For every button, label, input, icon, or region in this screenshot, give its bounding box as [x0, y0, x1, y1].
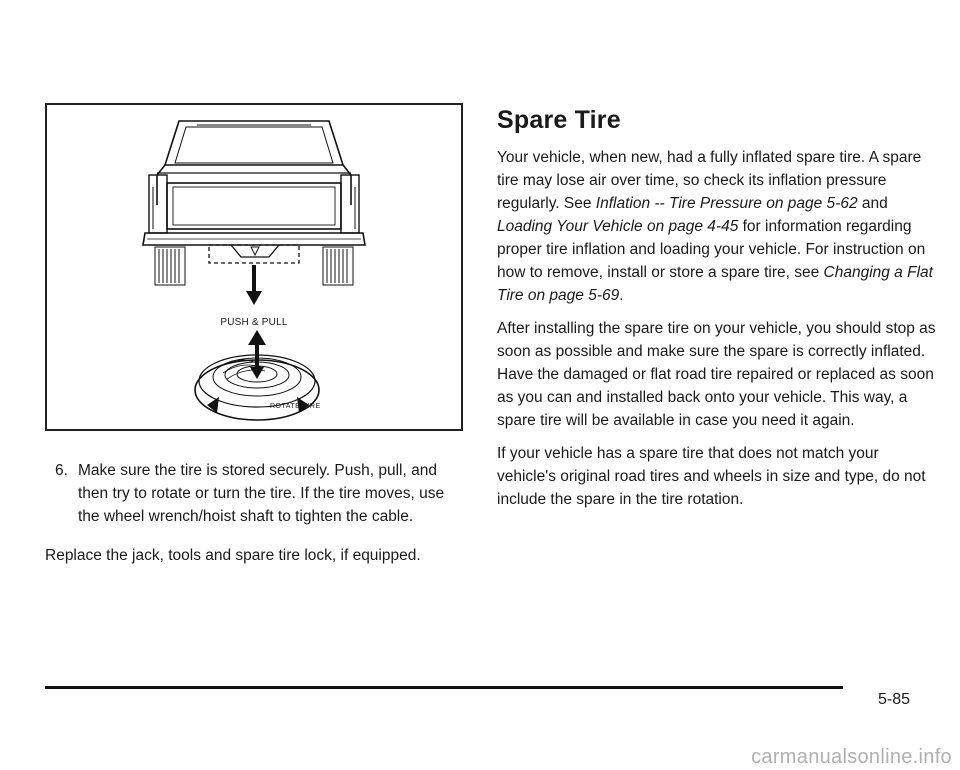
step-6: [45, 459, 465, 528]
replace-instruction: Replace the jack, tools and spare tire lock, if equipped.: [45, 547, 421, 564]
spare-tire-illustration: [45, 103, 463, 431]
p1-text-a: Your vehicle, when new, had a fully inflated spare tire. A spare tire may lose air over time, so check its inflation pressure regularly. See: [497, 149, 922, 212]
rotate-tire-label: ROTATE TIRE: [270, 403, 321, 410]
footer-rule: [45, 686, 843, 689]
truck-rear-drawing: [47, 105, 461, 429]
paragraph-1: [497, 146, 937, 307]
left-column: [45, 459, 465, 567]
section-title: Spare Tire: [497, 106, 621, 134]
p1-text-b: and: [857, 195, 888, 212]
flat-tire-reference: Changing a Flat Tire on page 5-69: [497, 264, 933, 304]
page-number: 5-85: [878, 691, 911, 708]
watermark: carmanualsonline.info: [751, 746, 952, 768]
paragraph-2: After installing the spare tire on your vehicle, you should stop as soon as possible and make sure the spare is correctly inflated. Have the damaged or flat road tire repaired or replaced as soon as you can and installed back onto your vehicle. This way, a spare tire will be available in case you need it again.: [497, 320, 936, 429]
right-column: [497, 106, 937, 521]
p1-text-c: for information regarding proper tire inflation and loading your vehicle. For instruction on how to remove, install or store a spare tire, see: [497, 218, 926, 281]
paragraph-3: If your vehicle has a spare tire that does not match your vehicle's original road tires and wheels in size and type, do not include the spare in the tire rotation.: [497, 445, 926, 508]
inflation-reference: Inflation -- Tire Pressure on page 5-62: [595, 195, 858, 212]
loading-reference: Loading Your Vehicle on page 4-45: [497, 218, 739, 235]
p1-text-d: .: [619, 287, 624, 304]
push-pull-label: PUSH & PULL: [220, 317, 288, 328]
step-number: 6.: [55, 462, 68, 479]
step-text: Make sure the tire is stored securely. Push, pull, and then try to rotate or turn the tire. If the tire moves, use the wheel wrench/hoist shaft to tighten the cable.: [78, 462, 445, 525]
